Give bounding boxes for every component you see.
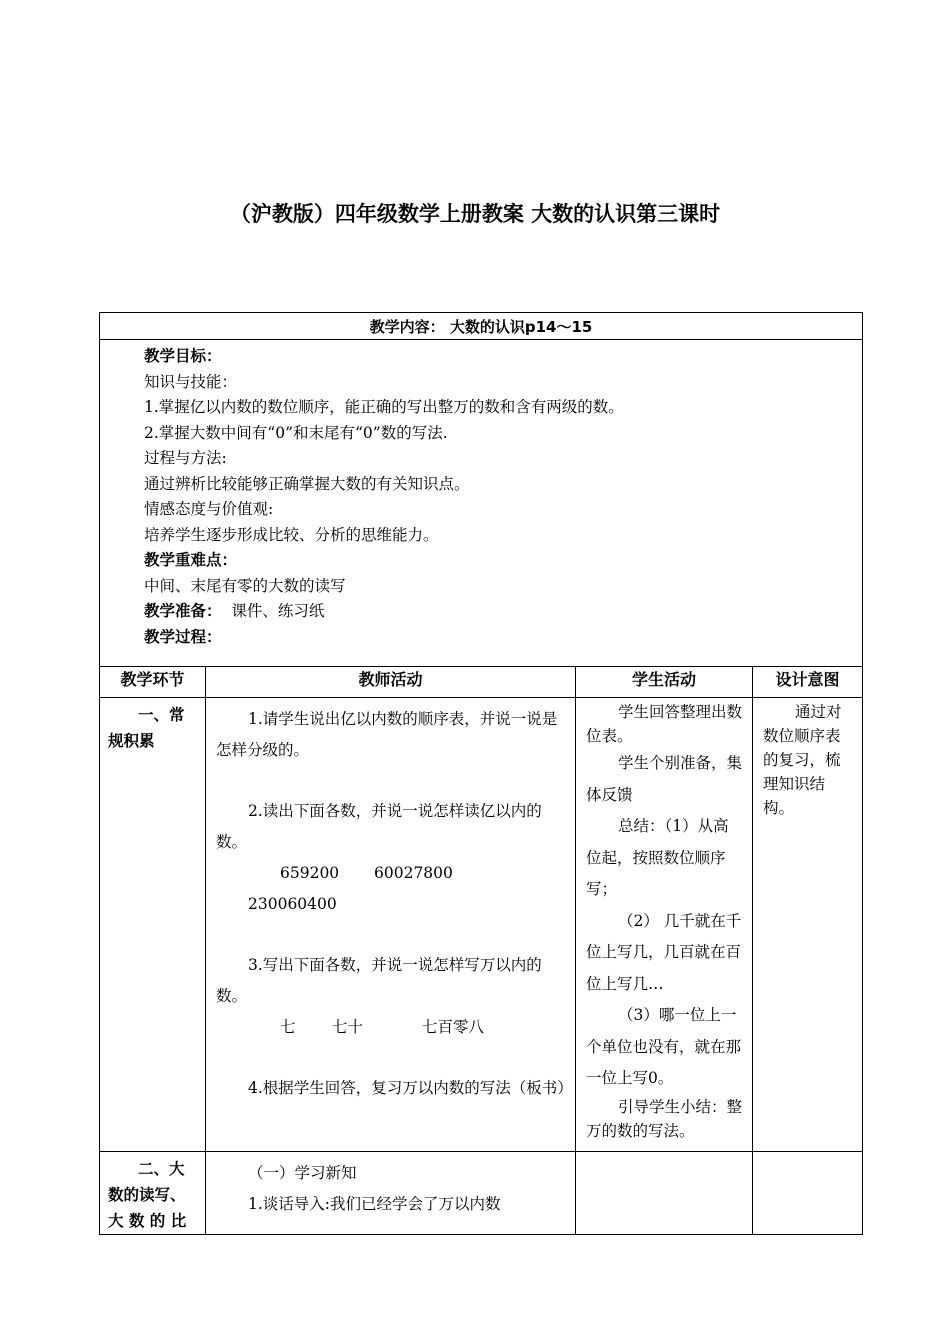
process-heading: 教学过程： [144, 627, 222, 646]
objective-line: 培养学生逐步形成比较、分析的思维能力。 [144, 525, 439, 544]
column-header-row [100, 667, 863, 698]
number-item: 659200 [280, 864, 340, 882]
objective-line: 1.掌握亿以内数的数位顺序，能正确的写出整万的数和含有两级的数。 [144, 398, 624, 416]
objective-line: 2.掌握大数中间有“0”和末尾有“0”数的写法. [144, 423, 448, 442]
number-item: 230060400 [248, 895, 337, 913]
preparation-heading: 教学准备： [144, 602, 222, 620]
stage-cell [100, 698, 206, 1152]
design-intent-cell [753, 1152, 863, 1235]
teacher-activity-cell [206, 1152, 576, 1235]
design-intent-cell [753, 698, 863, 1152]
teacher-step: 3.写出下面各数，并说一说怎样写万以内的数。 [216, 956, 542, 1005]
table-row [100, 698, 863, 1152]
lesson-plan-table [99, 312, 863, 1235]
design-intent-text: 通过对数位顺序表的复习，梳理知识结构。 [763, 703, 842, 817]
stage-label: 二、大 [138, 1160, 185, 1178]
teacher-step: 1.谈话导入:我们已经学会了万以内数 [248, 1195, 501, 1213]
stage-label: 规积累 [108, 732, 155, 750]
objective-line: 过程与方法: [144, 449, 227, 467]
teacher-step: （一）学习新知 [248, 1164, 357, 1182]
key-points-heading: 教学重难点： [144, 551, 238, 569]
student-activity-cell [576, 1152, 753, 1235]
column-header-design: 设计意图 [753, 667, 863, 698]
student-step: 学生回答整理出数位表。 [586, 703, 743, 745]
column-header-stage: 教学环节 [100, 667, 206, 698]
student-step: 学生个别准备，集体反馈 [586, 754, 743, 804]
teacher-activity-cell [206, 698, 576, 1152]
student-step: 引导学生小结：整万的数的写法。 [586, 1097, 743, 1140]
column-header-student: 学生活动 [576, 667, 753, 698]
stage-label: 数的读写、 [108, 1186, 186, 1204]
preparation-text: 课件、练习纸 [231, 602, 325, 620]
student-step: （3）哪一位上一个单位也没有，就在那一位上写0。 [586, 1006, 742, 1087]
student-step: （2） 几千就在千位上写几，几百就在百位上写几… [586, 911, 742, 993]
teacher-step: 4.根据学生回答，复习万以内数的写法（板书） [248, 1079, 573, 1097]
stage-cell [100, 1152, 206, 1235]
word-list [216, 1012, 567, 1043]
content-header: 教学内容： 大数的认识p14～15 [100, 313, 863, 340]
key-points-text: 中间、末尾有零的大数的读写 [144, 576, 346, 595]
teacher-step: 1.请学生说出亿以内数的顺序表，并说一说是怎样分级的。 [216, 710, 558, 759]
number-list [216, 858, 567, 920]
word-item: 七 [280, 1018, 296, 1036]
page-title: （沪教版）四年级数学上册教案 大数的认识第三课时 [229, 202, 721, 226]
number-item: 60027800 [374, 864, 453, 882]
objective-line: 知识与技能： [144, 372, 238, 391]
table-row [100, 1152, 863, 1235]
stage-label: 一、常 [138, 706, 185, 724]
objective-line: 情感态度与价值观: [144, 500, 274, 518]
student-step: 总结：（1）从高位起，按照数位顺序写； [586, 817, 729, 898]
objectives-heading: 教学目标： [144, 347, 222, 365]
preparation-line [144, 599, 862, 625]
objectives-block [100, 340, 863, 667]
student-activity-cell [576, 698, 753, 1152]
word-item: 七十 [332, 1018, 364, 1036]
column-header-teacher: 教师活动 [206, 667, 576, 698]
objective-line: 通过辨析比较能够正确掌握大数的有关知识点。 [144, 474, 470, 493]
teacher-step: 2.读出下面各数，并说一说怎样读亿以内的数。 [216, 802, 542, 851]
stage-label: 大 数 的 比 [108, 1212, 187, 1230]
word-item: 七百零八 [422, 1018, 485, 1036]
